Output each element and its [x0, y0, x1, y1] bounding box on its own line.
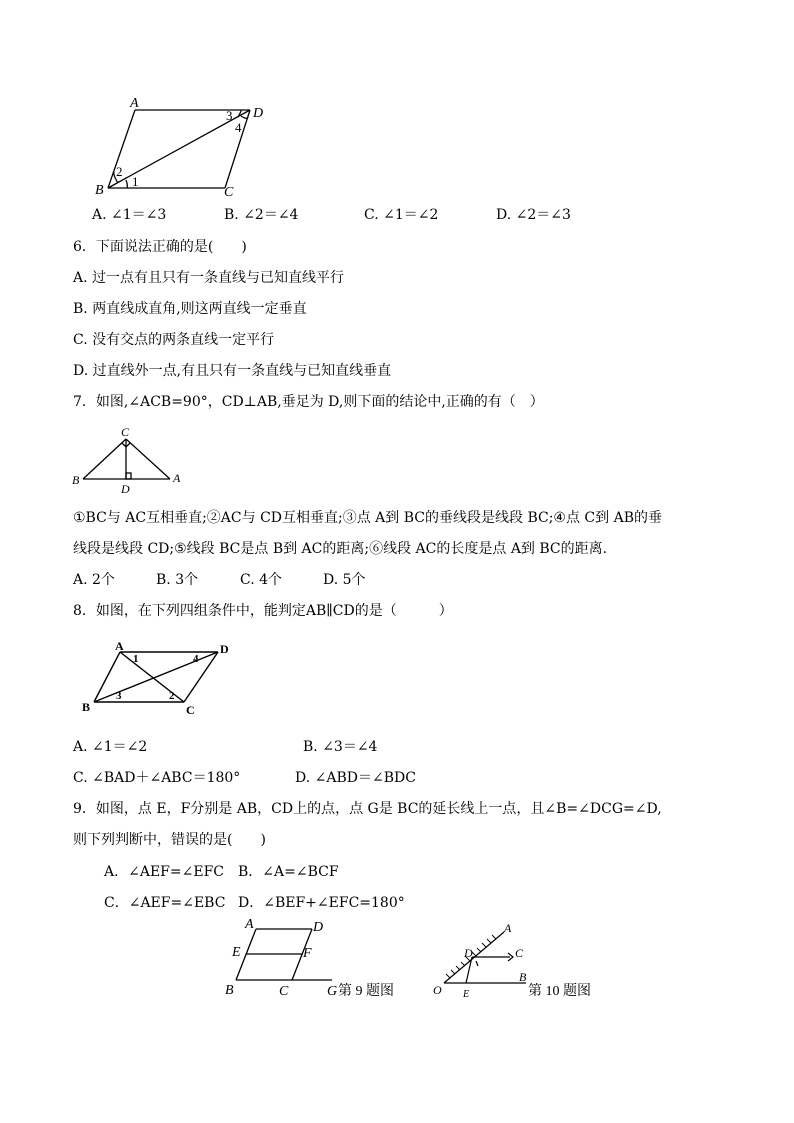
q9-caption: 第 9 题图: [338, 984, 394, 999]
q5-angle-2: 2: [116, 164, 123, 179]
q9-label-F: F: [303, 946, 312, 961]
q7-label-D: D: [121, 482, 130, 496]
q6-option-d: D. 过直线外一点,有且只有一条直线与已知直线垂直: [73, 363, 392, 379]
q8-option-a: A. ∠1＝∠2: [73, 739, 148, 755]
q7-line-2: 线段是线段 CD;⑤线段 BC是点 B到 AC的距离;⑥线段 AC的长度是点 A到 BC的距离.: [73, 541, 608, 557]
q5-angle-1: 1: [132, 174, 139, 189]
q7-option-c: C. 4个: [240, 572, 283, 588]
q7-label-B: B: [72, 473, 80, 487]
q8-stem: 8．如图，在下列四组条件中，能判定AB∥CD的是（ ）: [73, 603, 453, 619]
q7-option-d: D. 5个: [323, 572, 366, 588]
q8-angle-1: 1: [133, 653, 139, 665]
q9-option-b: B．∠A=∠BCF: [238, 864, 339, 880]
q8-angle-2: 2: [169, 690, 175, 702]
q8-label-C: C: [186, 703, 195, 717]
q7-option-b: B. 3个: [156, 572, 199, 588]
q8-label-A: A: [115, 639, 124, 653]
q10-label-B: B: [519, 970, 527, 984]
q9-label-D: D: [313, 920, 324, 935]
q6-option-a: A. 过一点有且只有一条直线与已知直线平行: [73, 270, 345, 286]
q10-label-D: D: [464, 946, 473, 960]
q8-label-B: B: [82, 700, 91, 714]
q7-option-a: A. 2个: [73, 572, 115, 588]
q9-label-C: C: [279, 984, 289, 999]
q5-angle-4: 4: [235, 120, 242, 135]
q9-option-d: D．∠BEF+∠EFC=180°: [238, 895, 405, 911]
q7-label-A: A: [173, 471, 181, 485]
q8-label-D: D: [220, 642, 229, 656]
q8-option-d: D. ∠ABD＝∠BDC: [295, 770, 416, 786]
q9-label-E: E: [232, 945, 241, 960]
q9-label-B: B: [225, 983, 234, 998]
q5-option-b: B. ∠2＝∠4: [224, 207, 299, 223]
q5-option-c: C. ∠1＝∠2: [364, 207, 439, 223]
q7-stem: 7．如图,∠ACB=90°，CD⊥AB,垂足为 D,则下面的结论中,正确的有（ ）: [73, 394, 544, 410]
q10-caption: 第 10 题图: [528, 984, 591, 999]
q6-stem: 6．下面说法正确的是( ): [73, 239, 247, 255]
q10-label-C: C: [515, 946, 524, 960]
q5-option-a: A. ∠1＝∠3: [92, 207, 167, 223]
q9-label-G: G: [327, 984, 338, 999]
q8-option-c: C. ∠BAD＋∠ABC＝180°: [73, 770, 241, 786]
q10-label-A: A: [504, 921, 512, 935]
q9-line-1: 9．如图，点 E，F分别是 AB，CD上的点，点 G是 BC的延长线上一点，且∠B=∠DCG=∠D,: [73, 801, 662, 817]
q9-label-A: A: [245, 917, 254, 932]
q5-angle-3: 3: [226, 108, 233, 123]
q9-line-2: 则下列判断中，错误的是( ): [73, 832, 266, 848]
q5-label-C: C: [224, 185, 234, 200]
q5-label-B: B: [95, 183, 104, 198]
q7-line-1: ①BC与 AC互相垂直;②AC与 CD互相垂直;③点 A到 BC的垂线段是线段 BC;④点 C到 AB的垂: [73, 510, 662, 526]
q6-option-b: B. 两直线成直角,则这两直线一定垂直: [73, 301, 307, 317]
q5-label-D: D: [253, 106, 264, 121]
q7-label-C: C: [121, 425, 130, 439]
q9-option-a: A．∠AEF=∠EFC: [104, 864, 224, 880]
q5-label-A: A: [130, 96, 139, 111]
q9-option-c: C．∠AEF=∠EBC: [104, 895, 226, 911]
q10-label-E: E: [463, 989, 470, 1000]
q8-angle-4: 4: [193, 653, 199, 665]
q8-angle-3: 3: [116, 690, 122, 702]
q5-option-d: D. ∠2＝∠3: [496, 207, 571, 223]
q6-option-c: C. 没有交点的两条直线一定平行: [73, 332, 275, 348]
q10-label-O: O: [433, 983, 442, 997]
q8-option-b: B. ∠3＝∠4: [303, 739, 378, 755]
